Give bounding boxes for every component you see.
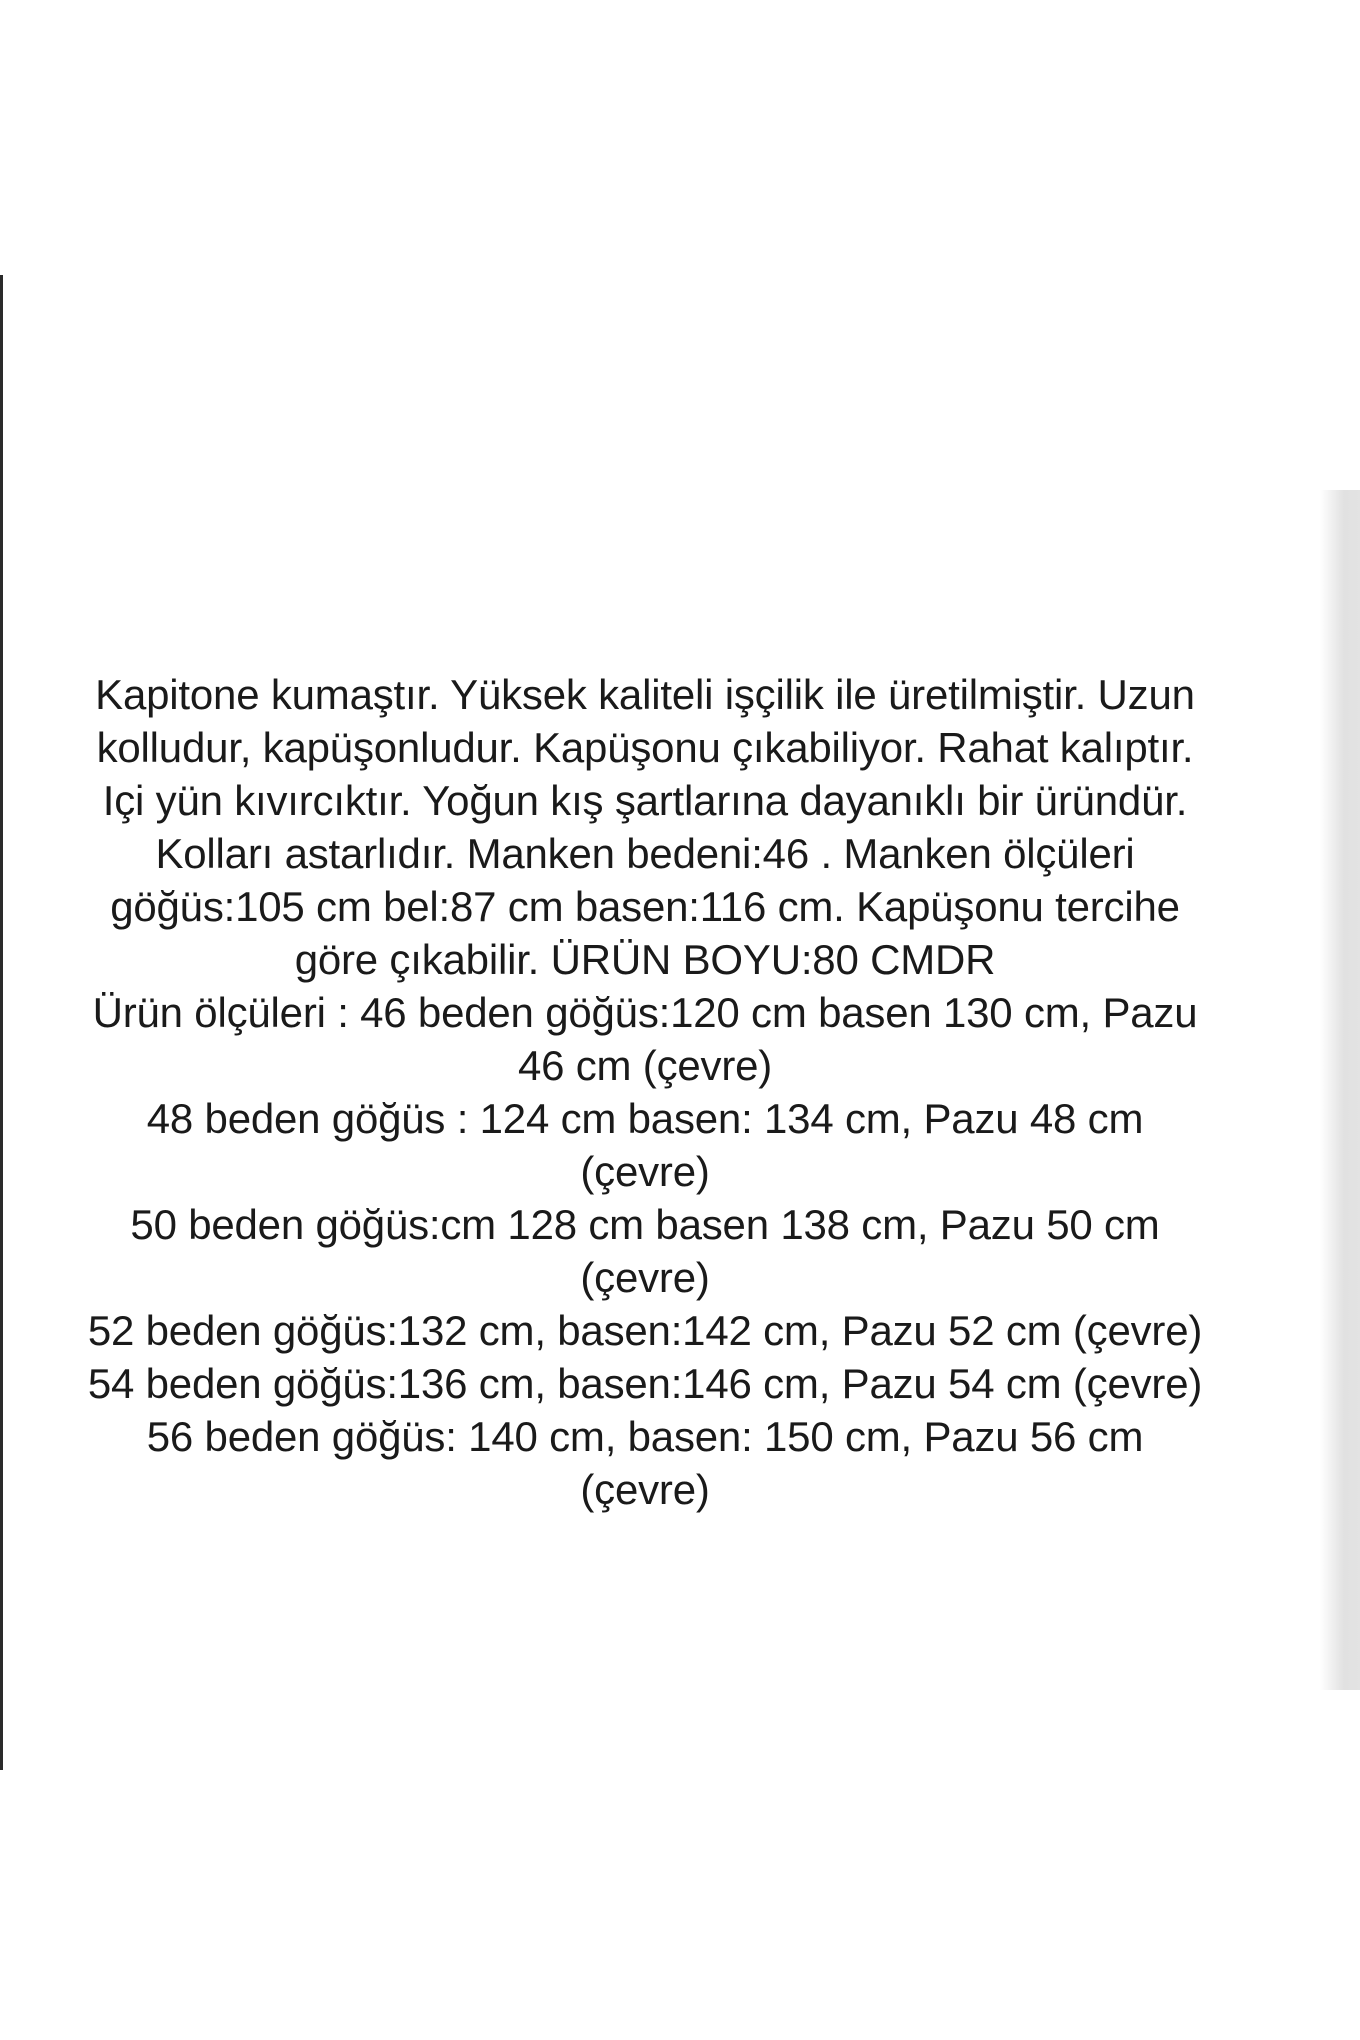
description-line-11: 50 beden göğüs:cm 128 cm basen 138 cm, Pazu 50 cm <box>130 1201 1160 1248</box>
description-line-9: 48 beden göğüs : 124 cm basen: 134 cm, Pazu 48 cm <box>146 1095 1144 1142</box>
description-line-4: Kolları astarlıdır. Manken bedeni:46 . Manken ölçüleri <box>155 830 1135 877</box>
description-line-10: (çevre) <box>580 1148 710 1195</box>
description-line-2: kolludur, kapüşonludur. Kapüşonu çıkabiliyor. Rahat kalıptır. <box>96 724 1194 771</box>
description-line-13: 52 beden göğüs:132 cm, basen:142 cm, Pazu 52 cm (çevre) <box>87 1307 1203 1354</box>
description-line-12: (çevre) <box>580 1254 710 1301</box>
description-line-1: Kapitone kumaştır. Yüksek kaliteli işçilik ile üretilmiştir. Uzun <box>95 671 1195 718</box>
product-description <box>0 668 1290 1516</box>
description-line-7: Ürün ölçüleri : 46 beden göğüs:120 cm basen 130 cm, Pazu <box>92 989 1198 1036</box>
description-line-5: göğüs:105 cm bel:87 cm basen:116 cm. Kapüşonu tercihe <box>110 883 1180 930</box>
description-line-8: 46 cm (çevre) <box>517 1042 773 1089</box>
description-line-14: 54 beden göğüs:136 cm, basen:146 cm, Pazu 54 cm (çevre) <box>87 1360 1203 1407</box>
description-line-16: (çevre) <box>580 1466 710 1513</box>
right-edge-shadow <box>1320 490 1360 1690</box>
description-line-3: Içi yün kıvırcıktır. Yoğun kış şartlarına dayanıklı bir üründür. <box>102 777 1188 824</box>
description-line-6: göre çıkabilir. ÜRÜN BOYU:80 CMDR <box>294 936 996 983</box>
description-line-15: 56 beden göğüs: 140 cm, basen: 150 cm, Pazu 56 cm <box>146 1413 1144 1460</box>
